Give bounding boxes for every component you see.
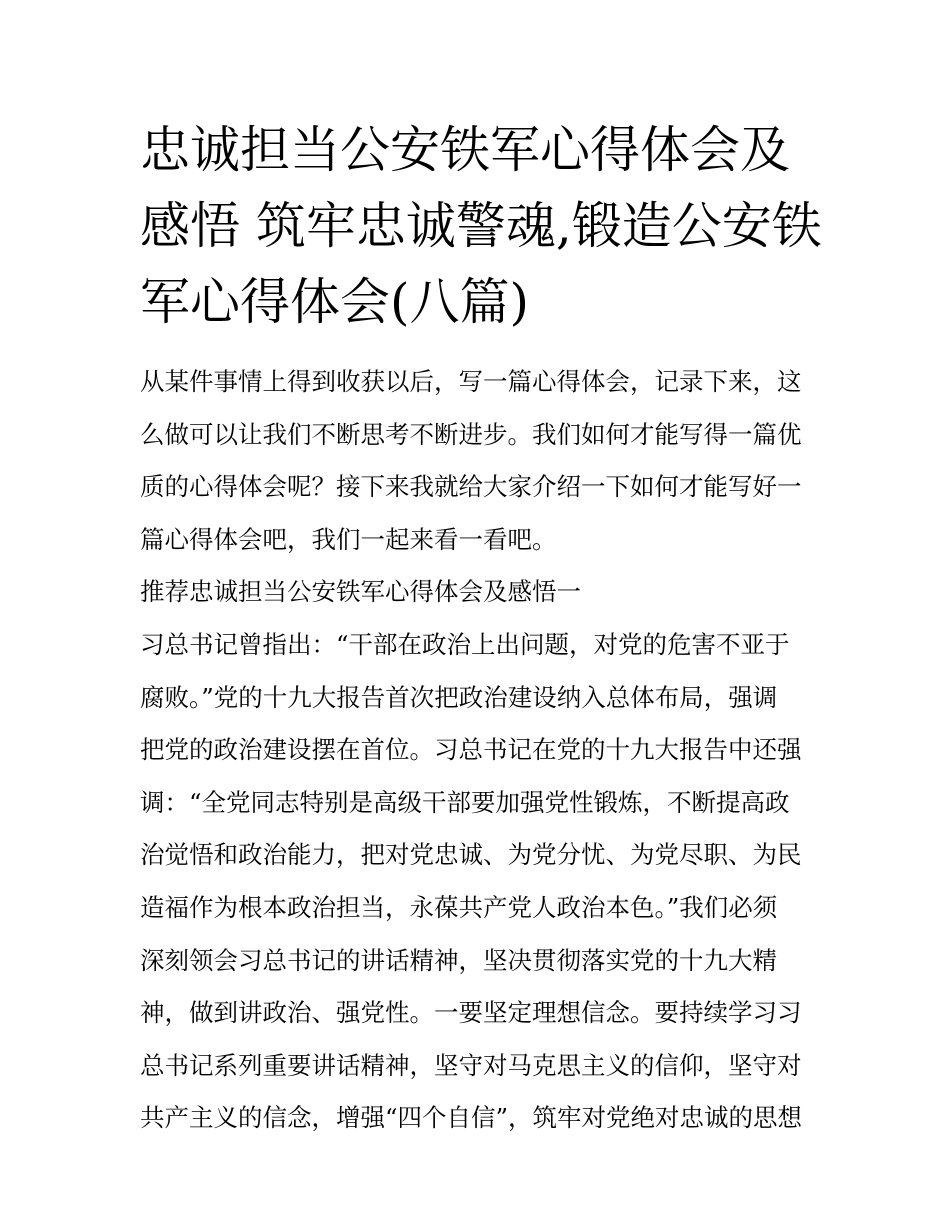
body-line: 篇心得体会吧，我们一起来看一看吧。 (140, 524, 557, 554)
body-line: 把党的政治建设摆在首位。习总书记在党的十九大报告中还强 (140, 735, 802, 765)
body-line: 神，做到讲政治、强党性。一要坚定理想信念。要持续学习习 (140, 998, 802, 1028)
body-line: 腐败。”党的十九大报告首次把政治建设纳入总体布局，强调 (140, 682, 778, 712)
body-line: 从某件事情上得到收获以后，写一篇心得体会，记录下来，这 (140, 367, 802, 396)
body-line: 调：“全党同志特别是高级干部要加强党性锻炼，不断提高政 (140, 787, 790, 817)
document-body (140, 356, 830, 1145)
body-line: 质的心得体会呢？接下来我就给大家介绍一下如何才能写好一 (140, 472, 802, 502)
body-line: 共产主义的信念，增强“四个自信”，筑牢对党绝对忠诚的思想 (140, 1103, 803, 1133)
section-heading: 推荐忠诚担当公安铁军心得体会及感悟一 (140, 577, 581, 607)
title-line: 军心得体会(八篇) (140, 273, 530, 331)
body-line: 么做可以让我们不断思考不断进步。我们如何才能写得一篇优 (140, 419, 802, 449)
document-title (140, 112, 830, 340)
body-line: 总书记系列重要讲话精神，坚守对马克思主义的信仰，坚守对 (140, 1050, 802, 1080)
title-line: 感悟 筑牢忠诚警魂,锻造公安铁 (140, 197, 822, 255)
body-line: 治觉悟和政治能力，把对党忠诚、为党分忧、为党尽职、为民 (140, 840, 802, 870)
body-line: 造福作为根本政治担当，永葆共产党人政治本色。”我们必须 (140, 892, 778, 922)
title-line: 忠诚担当公安铁军心得体会及 (140, 121, 790, 179)
body-line: 深刻领会习总书记的讲话精神，坚决贯彻落实党的十九大精 (140, 945, 777, 975)
body-line: 习总书记曾指出：“干部在政治上出问题，对党的危害不亚于 (140, 629, 790, 659)
